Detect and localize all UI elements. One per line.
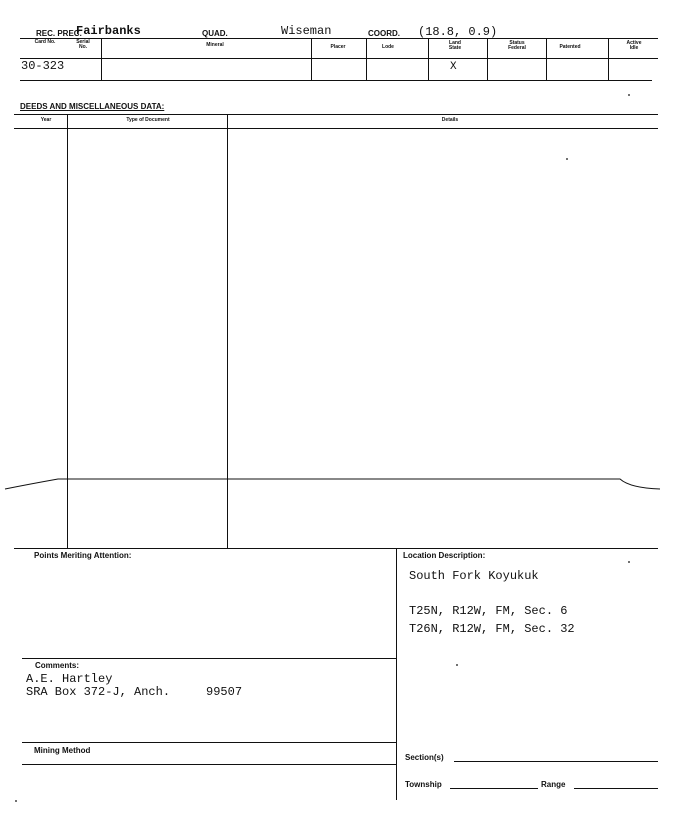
scan-speck	[628, 561, 630, 563]
bottom-top-rule	[14, 548, 658, 549]
claim-col-divider	[428, 38, 429, 80]
range-label: Range	[541, 780, 566, 789]
header-lode: Lode	[382, 44, 394, 50]
land-state-mark: X	[450, 61, 457, 73]
scan-speck	[566, 158, 568, 160]
range-blank	[574, 788, 658, 789]
coord-value: (18.8, 0.9)	[418, 25, 498, 39]
deeds-col-type: Type of Document	[126, 117, 170, 123]
bottom-center-divider	[396, 548, 397, 800]
claim-col-divider	[366, 38, 367, 80]
header-patented: Patented	[559, 44, 581, 50]
card-number-value: 30-323	[21, 59, 65, 73]
comments-label: Comments:	[35, 661, 80, 670]
rec-prec-label: REC. PREC.	[36, 29, 82, 38]
quad-label: QUAD.	[202, 29, 228, 38]
header-card-no: Card No.	[34, 39, 56, 45]
location-line-1: South Fork Koyukuk	[409, 569, 539, 583]
rec-prec-value: Fairbanks	[76, 24, 141, 38]
header-mineral: Mineral	[206, 42, 224, 48]
coord-label: COORD.	[368, 29, 400, 38]
claim-col-divider	[101, 38, 102, 80]
mining-method-bottom-rule	[22, 764, 396, 765]
claim-col-divider	[546, 38, 547, 80]
header-status-federal: Status Federal	[508, 40, 526, 51]
header-rule	[20, 38, 658, 39]
quad-value: Wiseman	[281, 24, 332, 38]
scan-speck	[456, 664, 458, 666]
deeds-col-year: Year	[40, 117, 52, 123]
comments-line-2: SRA Box 372-J, Anch. 99507	[26, 685, 243, 699]
claim-col-divider	[487, 38, 488, 80]
header-land-state: Land State	[448, 40, 462, 51]
mining-method-label: Mining Method	[34, 746, 91, 755]
header-placer: Placer	[330, 44, 346, 50]
deeds-top-rule	[14, 114, 658, 115]
claim-col-divider	[608, 38, 609, 80]
header-serial-no: Serial No.	[76, 39, 90, 50]
township-blank	[450, 788, 538, 789]
township-label: Township	[405, 780, 442, 789]
deeds-title: DEEDS AND MISCELLANEOUS DATA:	[20, 102, 165, 111]
location-line-3: T26N, R12W, FM, Sec. 32	[409, 622, 575, 636]
scan-speck	[15, 800, 17, 802]
location-line-2: T25N, R12W, FM, Sec. 6	[409, 604, 568, 618]
claim-col-divider	[311, 38, 312, 80]
comments-line-1: A.E. Hartley	[26, 672, 113, 686]
comments-top-rule	[22, 658, 396, 659]
points-meriting-label: Points Meriting Attention:	[34, 551, 132, 560]
location-label: Location Description:	[403, 551, 486, 560]
sections-label: Section(s)	[405, 753, 444, 762]
sections-blank	[454, 761, 658, 762]
scan-speck	[628, 94, 630, 96]
scan-crease	[0, 470, 678, 496]
deeds-col-details: Details	[441, 117, 459, 123]
claim-bottom-rule	[20, 80, 652, 81]
claim-header-rule	[20, 58, 658, 59]
deeds-header-rule	[14, 128, 658, 129]
header-active-idle: Active Idle	[626, 40, 642, 51]
mining-method-top-rule	[22, 742, 396, 743]
